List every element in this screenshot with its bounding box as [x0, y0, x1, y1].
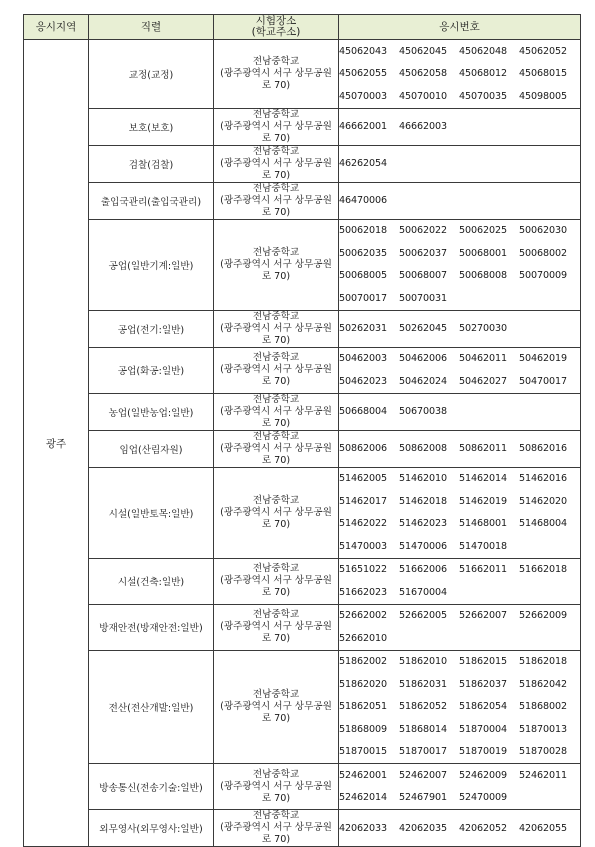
- exam-number: 51468001: [459, 518, 508, 530]
- exam-number: 51862031: [399, 678, 448, 690]
- venue-school-name: 전남중학교: [252, 182, 300, 194]
- venue-address-line2: 로 70): [261, 206, 291, 218]
- exam-number: 52462014: [339, 792, 388, 804]
- exam-number: 50062022: [399, 225, 448, 237]
- exam-numbers-cell: [339, 558, 581, 604]
- exam-number: 51470018: [459, 540, 508, 552]
- venue-address-line2: 로 70): [261, 169, 291, 181]
- venue-address-line1: (광주광역시 서구 상무공원: [220, 120, 332, 132]
- exam-number-line: [339, 437, 580, 460]
- exam-number-line: [339, 400, 580, 423]
- exam-number: 51662018: [519, 564, 568, 576]
- job-cell: 방송통신(전송기술:일반): [89, 764, 214, 810]
- venue-address-line2: 로 70): [261, 712, 291, 724]
- venue-cell: [214, 430, 339, 467]
- exam-number: 46662003: [399, 121, 448, 132]
- venue-address-line2: 로 70): [261, 79, 291, 91]
- table-row: [24, 467, 581, 558]
- exam-number: 51470006: [399, 540, 448, 552]
- exam-number: 50262045: [399, 323, 448, 334]
- exam-number-line: [339, 370, 580, 393]
- exam-number: 51868009: [339, 723, 388, 735]
- exam-number: 50862008: [399, 443, 448, 454]
- exam-number-line: [339, 696, 580, 719]
- exam-number: 51462022: [339, 518, 388, 530]
- exam-number-line: [339, 115, 580, 138]
- exam-number: 45062045: [399, 45, 448, 57]
- table-row: [24, 182, 581, 219]
- exam-number: 50670038: [399, 406, 448, 417]
- exam-number: 52462011: [519, 769, 568, 781]
- header-job: 직렬: [89, 15, 214, 40]
- exam-number-line: [339, 189, 580, 212]
- exam-number: 50062025: [459, 225, 508, 237]
- exam-number: 50862011: [459, 443, 508, 454]
- exam-number: 50462027: [459, 375, 508, 387]
- exam-numbers-cell: [339, 393, 581, 430]
- table-row: [24, 430, 581, 467]
- exam-number-line: [339, 581, 580, 604]
- exam-number: 50862016: [519, 443, 568, 454]
- exam-number: 51862015: [459, 656, 508, 668]
- exam-number: 51862042: [519, 678, 568, 690]
- exam-number: 45070010: [399, 90, 448, 102]
- venue-address-line1: (광주광역시 서구 상무공원: [220, 405, 332, 417]
- header-venue-line1: 시험장소: [255, 15, 297, 27]
- exam-number: 52462007: [399, 769, 448, 781]
- exam-number: 52462009: [459, 769, 508, 781]
- exam-number-line: [339, 317, 580, 340]
- exam-number: 51862054: [459, 701, 508, 713]
- exam-number: 51862002: [339, 656, 388, 668]
- venue-school-name: 전남중학교: [252, 145, 300, 157]
- venue-address-line1: (광주광역시 서구 상무공원: [220, 506, 332, 518]
- exam-number: 50070009: [519, 270, 568, 282]
- venue-cell: [214, 310, 339, 347]
- exam-number: 51870004: [459, 723, 508, 735]
- venue-address-line1: (광주광역시 서구 상무공원: [220, 621, 332, 632]
- venue-school-name: 전남중학교: [252, 310, 300, 322]
- venue-school-name: 전남중학교: [252, 393, 300, 405]
- exam-number-line: [339, 559, 580, 582]
- exam-number-line: [339, 287, 580, 310]
- exam-numbers-cell: [339, 40, 581, 109]
- exam-number: 50462003: [339, 353, 388, 365]
- exam-number: 51870019: [459, 746, 508, 758]
- header-numbers: 응시번호: [339, 15, 581, 40]
- exam-number-line: [339, 741, 580, 764]
- exam-numbers-cell: [339, 108, 581, 145]
- exam-number-line: [339, 513, 580, 536]
- exam-number: 45070035: [459, 90, 508, 102]
- exam-number: 50462023: [339, 375, 388, 387]
- venue-address-line2: 로 70): [261, 518, 291, 530]
- exam-number: 51870015: [339, 746, 388, 758]
- exam-number: 42062055: [519, 822, 568, 834]
- job-cell: 외무영사(외무영사:일반): [89, 810, 214, 847]
- venue-school-name: 전남중학교: [252, 768, 300, 780]
- exam-number: 50068008: [459, 270, 508, 282]
- exam-number: 51462014: [459, 473, 508, 485]
- exam-number-line: [339, 535, 580, 558]
- exam-number: 51462010: [399, 473, 448, 485]
- exam-number: 51470003: [339, 540, 388, 552]
- exam-number: 50068005: [339, 270, 388, 282]
- venue-cell: [214, 108, 339, 145]
- exam-number: 51462023: [399, 518, 448, 530]
- exam-number: 52662005: [399, 610, 448, 622]
- exam-number: 50270030: [459, 323, 508, 334]
- exam-number: 45062058: [399, 68, 448, 80]
- job-cell: 공업(일반기계:일반): [89, 219, 214, 310]
- exam-numbers-cell: [339, 764, 581, 810]
- exam-location-sheet: [23, 14, 580, 847]
- exam-numbers-cell: [339, 145, 581, 182]
- job-cell: 임업(산림자원): [89, 430, 214, 467]
- venue-address-line1: (광주광역시 서구 상무공원: [220, 822, 332, 833]
- table-row: [24, 604, 581, 650]
- exam-number: 52470009: [459, 792, 508, 804]
- venue-school-name: 전남중학교: [252, 108, 300, 120]
- exam-venue-table: [23, 14, 581, 847]
- venue-cell: [214, 650, 339, 764]
- exam-number-line: [339, 152, 580, 175]
- venue-address-line1: (광주광역시 서구 상무공원: [220, 780, 332, 792]
- exam-number-line: [339, 348, 580, 371]
- exam-number: 50068007: [399, 270, 448, 282]
- exam-number-line: [339, 63, 580, 86]
- exam-number: 50462019: [519, 353, 568, 365]
- exam-number: 51462017: [339, 495, 388, 507]
- exam-number: 50070017: [339, 292, 388, 304]
- exam-number: 46262054: [339, 158, 388, 169]
- exam-number: 50262031: [339, 323, 388, 334]
- venue-address-line1: (광주광역시 서구 상무공원: [220, 364, 332, 375]
- exam-number: 50062018: [339, 225, 388, 237]
- venue-school-name: 전남중학교: [252, 55, 300, 67]
- exam-number-line: [339, 242, 580, 265]
- exam-number: 45062048: [459, 45, 508, 57]
- venue-school-name: 전남중학교: [252, 430, 300, 442]
- exam-number: 45062052: [519, 45, 568, 57]
- exam-number-line: [339, 627, 580, 650]
- exam-number: 51862020: [339, 678, 388, 690]
- venue-school-name: 전남중학교: [252, 810, 300, 821]
- exam-number-line: [339, 40, 580, 63]
- exam-number: 51870017: [399, 746, 448, 758]
- exam-number: 51870028: [519, 746, 568, 758]
- exam-numbers-cell: [339, 430, 581, 467]
- venue-school-name: 전남중학교: [252, 688, 300, 700]
- exam-number: 51462020: [519, 495, 568, 507]
- exam-number: 51862010: [399, 656, 448, 668]
- venue-cell: [214, 40, 339, 109]
- venue-address-line2: 로 70): [261, 454, 291, 466]
- header-region: 응시지역: [24, 15, 89, 40]
- exam-number: 50862006: [339, 443, 388, 454]
- exam-number: 45068012: [459, 68, 508, 80]
- exam-numbers-cell: [339, 182, 581, 219]
- exam-numbers-cell: [339, 219, 581, 310]
- exam-number: 42062052: [459, 822, 508, 834]
- table-body: [24, 40, 581, 847]
- exam-number: 50068002: [519, 247, 568, 259]
- exam-number: 52662009: [519, 610, 568, 622]
- venue-school-name: 전남중학교: [252, 563, 300, 574]
- exam-number-line: [339, 764, 580, 787]
- exam-number-line: [339, 220, 580, 243]
- exam-number-line: [339, 673, 580, 696]
- table-row: [24, 393, 581, 430]
- exam-number: 51462016: [519, 473, 568, 485]
- table-row: [24, 40, 581, 109]
- venue-cell: [214, 764, 339, 810]
- exam-number: 51462018: [399, 495, 448, 507]
- exam-number: 52662007: [459, 610, 508, 622]
- exam-number-line: [339, 651, 580, 674]
- venue-address-line2: 로 70): [261, 587, 291, 598]
- table-row: [24, 310, 581, 347]
- exam-number: 51870013: [519, 723, 568, 735]
- exam-number-line: [339, 817, 580, 840]
- venue-school-name: 전남중학교: [252, 494, 300, 506]
- exam-number: 51662006: [399, 564, 448, 576]
- job-cell: 검찰(검찰): [89, 145, 214, 182]
- exam-number: 42062035: [399, 822, 448, 834]
- venue-address-line1: (광주광역시 서구 상무공원: [220, 194, 332, 206]
- exam-number-line: [339, 468, 580, 491]
- exam-number: 52462001: [339, 769, 388, 781]
- exam-number-line: [339, 605, 580, 628]
- exam-number: 51670004: [399, 586, 448, 598]
- exam-number: 50070031: [399, 292, 448, 304]
- exam-number: 51468004: [519, 518, 568, 530]
- exam-number: 50462024: [399, 375, 448, 387]
- exam-number: 42062033: [339, 822, 388, 834]
- venue-cell: [214, 182, 339, 219]
- table-row: [24, 558, 581, 604]
- venue-school-name: 전남중학교: [252, 246, 300, 258]
- job-cell: 전산(전산개발:일반): [89, 650, 214, 764]
- venue-address-line2: 로 70): [261, 334, 291, 346]
- exam-number: 50462006: [399, 353, 448, 365]
- exam-number: 52662010: [339, 632, 388, 644]
- job-cell: 공업(화공:일반): [89, 347, 214, 393]
- exam-number: 50068001: [459, 247, 508, 259]
- venue-address-line2: 로 70): [261, 417, 291, 429]
- exam-number: 45068015: [519, 68, 568, 80]
- exam-number-line: [339, 718, 580, 741]
- table-row: [24, 347, 581, 393]
- exam-number: 52662002: [339, 610, 388, 622]
- job-cell: 시설(건축:일반): [89, 558, 214, 604]
- venue-school-name: 전남중학교: [252, 609, 300, 620]
- exam-number: 45062043: [339, 45, 388, 57]
- venue-address-line2: 로 70): [261, 270, 291, 282]
- exam-number: 51868014: [399, 723, 448, 735]
- venue-cell: [214, 347, 339, 393]
- venue-address-line1: (광주광역시 서구 상무공원: [220, 575, 332, 586]
- venue-address-line1: (광주광역시 서구 상무공원: [220, 157, 332, 169]
- exam-number: 51862052: [399, 701, 448, 713]
- job-cell: 보호(보호): [89, 108, 214, 145]
- exam-number: 50062037: [399, 247, 448, 259]
- venue-cell: [214, 467, 339, 558]
- exam-number: 51462005: [339, 473, 388, 485]
- exam-number: 51862051: [339, 701, 388, 713]
- table-row: [24, 219, 581, 310]
- exam-numbers-cell: [339, 650, 581, 764]
- header-venue: [214, 15, 339, 40]
- region-cell: 광주: [24, 40, 89, 847]
- exam-number: 50062035: [339, 247, 388, 259]
- exam-number-line: [339, 787, 580, 810]
- exam-number-line: [339, 490, 580, 513]
- exam-numbers-cell: [339, 347, 581, 393]
- job-cell: 교정(교정): [89, 40, 214, 109]
- exam-number: 51862037: [459, 678, 508, 690]
- exam-numbers-cell: [339, 467, 581, 558]
- exam-number: 51651022: [339, 564, 388, 576]
- job-cell: 공업(전기:일반): [89, 310, 214, 347]
- exam-number: 46470006: [339, 195, 388, 206]
- table-row: [24, 764, 581, 810]
- header-venue-line2: (학교주소): [251, 26, 301, 38]
- table-row: [24, 108, 581, 145]
- venue-address-line2: 로 70): [261, 792, 291, 804]
- venue-cell: [214, 604, 339, 650]
- exam-number: 52467901: [399, 792, 448, 804]
- venue-cell: [214, 219, 339, 310]
- venue-address-line1: (광주광역시 서구 상무공원: [220, 322, 332, 334]
- venue-cell: [214, 558, 339, 604]
- exam-number: 51462019: [459, 495, 508, 507]
- venue-address-line2: 로 70): [261, 132, 291, 144]
- exam-numbers-cell: [339, 310, 581, 347]
- exam-number: 50062030: [519, 225, 568, 237]
- exam-number: 46662001: [339, 121, 388, 132]
- venue-school-name: 전남중학교: [252, 352, 300, 363]
- venue-address-line1: (광주광역시 서구 상무공원: [220, 67, 332, 79]
- exam-number: 45070003: [339, 90, 388, 102]
- table-row: [24, 650, 581, 764]
- exam-number: 51662011: [459, 564, 508, 576]
- venue-address-line2: 로 70): [261, 376, 291, 387]
- exam-number-line: [339, 85, 580, 108]
- job-cell: 농업(일반농업:일반): [89, 393, 214, 430]
- exam-number: 50470017: [519, 375, 568, 387]
- exam-number: 45098005: [519, 90, 568, 102]
- table-row: [24, 145, 581, 182]
- exam-number: 51862018: [519, 656, 568, 668]
- exam-number: 45062055: [339, 68, 388, 80]
- exam-number-line: [339, 265, 580, 288]
- table-header-row: [24, 15, 581, 40]
- exam-number: 50668004: [339, 406, 388, 417]
- exam-number: 51662023: [339, 586, 388, 598]
- venue-address-line2: 로 70): [261, 834, 291, 845]
- venue-cell: [214, 145, 339, 182]
- exam-number: 51868002: [519, 701, 568, 713]
- job-cell: 시설(일반토목:일반): [89, 467, 214, 558]
- venue-address-line1: (광주광역시 서구 상무공원: [220, 700, 332, 712]
- job-cell: 방재안전(방재안전:일반): [89, 604, 214, 650]
- venue-address-line2: 로 70): [261, 633, 291, 644]
- job-cell: 출입국관리(출입국관리): [89, 182, 214, 219]
- venue-address-line1: (광주광역시 서구 상무공원: [220, 258, 332, 270]
- exam-number: 50462011: [459, 353, 508, 365]
- venue-cell: [214, 393, 339, 430]
- exam-numbers-cell: [339, 604, 581, 650]
- venue-address-line1: (광주광역시 서구 상무공원: [220, 442, 332, 454]
